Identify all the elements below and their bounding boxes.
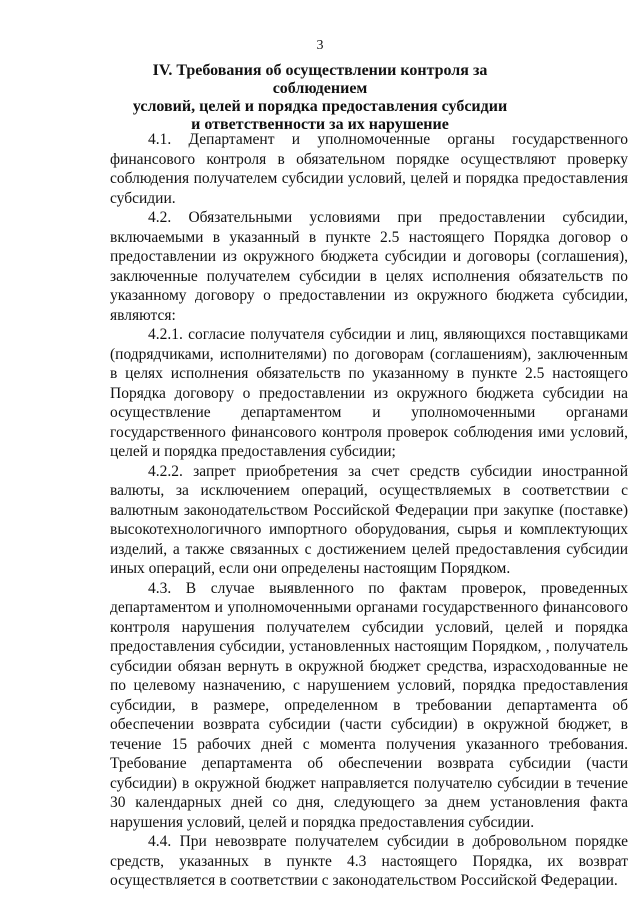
paragraph-4-4: 4.4. При невозврате получателем субсидии в добровольном порядке средств, указанных в пункте 4.3 настоящего Порядка, их возврат осуществляется в соответствии с законодательством Российской Федерации. bbox=[110, 833, 628, 889]
paragraph-4-2: 4.2. Обязательными условиями при предоставлении субсидии, включаемыми в указанный в пункте 2.5 настоящего Порядка договор о предоставлении из окружного бюджета субсидии и договоры (соглашения), заключенные получателем субсидии в целях исполнения обязательств по указанному договору о предоставлении из окружного бюджета субсидии, являются: bbox=[110, 209, 628, 324]
section-heading-line: и ответственности за их нарушение bbox=[191, 116, 449, 133]
section-heading bbox=[110, 62, 530, 134]
paragraph-4-1: 4.1. Департамент и уполномоченные органы государственного финансового контроля в обязательном порядке осуществляют проверку соблюдения получателем субсидии условий, целей и порядка предоставления субсидии. bbox=[110, 131, 628, 207]
page-number: 3 bbox=[316, 38, 324, 53]
paragraph-4-3: 4.3. В случае выявленного по фактам проверок, проведенных департаментом и уполномоченными органами государственного финансового контроля нарушения получателем субсидии условий, целей и порядка предоставления субсидии, установленных настоящим Порядком, , получатель субсидии обязан вернуть в окружной бюджет средства, израсходованные не по целевому назначению, с нарушением условий, порядка предоставления субсидии, в размере, определенном в требовании департамента об обеспечении возврата субсидии (части субсидии) в окружной бюджет, в течение 15 рабочих дней с момента получения указанного требования. Требование департамента об обеспечении возврата субсидии (части субсидии) в окружной бюджет направляется получателю субсидии в течение 30 календарных дней со дня, следующего за днем установления факта нарушения условий, целей и порядка предоставления субсидии. bbox=[110, 579, 628, 831]
section-heading-line: условий, целей и порядка предоставления субсидии bbox=[132, 98, 508, 115]
paragraph-4-2-2: 4.2.2. запрет приобретения за счет средств субсидии иностранной валюты, за исключением операций, осуществляемых в соответствии с валютным законодательством Российской Федерации при закупке (поставке) высокотехнологичного импортного оборудования, сырья и комплектующих изделий, а также связанных с достижением целей предоставления субсидии иных операций, если они определены настоящим Порядком. bbox=[110, 462, 628, 577]
section-heading-line: IV. Требования об осуществлении контроля за соблюдением bbox=[152, 62, 488, 97]
paragraph-4-2-1: 4.2.1. согласие получателя субсидии и лиц, являющихся поставщиками (подрядчиками, исполнителями) по договорам (соглашениям), заключенным в целях исполнения обязательств по указанному в пункте 2.5 настоящего Порядка договору о предоставлении из окружного бюджета субсидии на осуществление департаментом и уполномоченными органами государственного финансового контроля проверок соблюдения ими условий, целей и порядка предоставления субсидии; bbox=[110, 326, 628, 460]
document-body bbox=[110, 130, 628, 891]
